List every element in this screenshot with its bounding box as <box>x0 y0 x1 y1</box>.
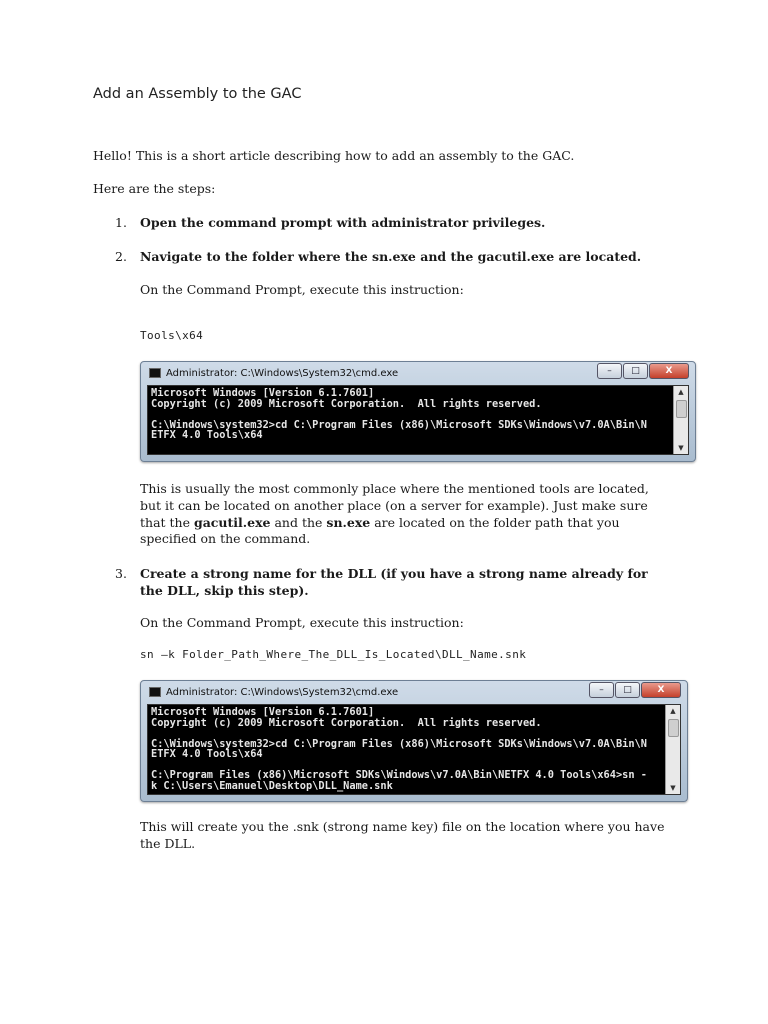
cmd-window-screenshot-2 <box>140 680 688 802</box>
cmd-titlebar <box>141 362 695 385</box>
cmd-console <box>147 704 681 795</box>
console-line <box>151 728 662 739</box>
scroll-up-icon: ▲ <box>670 707 676 715</box>
console-line: k C:\Users\Emanuel\Desktop\DLL_Name.snk <box>151 779 393 792</box>
step-3-command: sn –k Folder_Path_Where_The_DLL_Is_Located\DLL_Name.snk <box>140 648 527 661</box>
cmd-scrollbar <box>665 705 680 794</box>
scroll-thumb <box>668 719 679 737</box>
step-number: 1. <box>115 215 127 230</box>
step-text: Create a strong name for the DLL (if you have a strong name already for the DLL, skip this step). <box>140 566 648 598</box>
cmd-console <box>147 385 689 455</box>
step-text: Navigate to the folder where the sn.exe and the gacutil.exe are located. <box>140 249 642 264</box>
scroll-thumb <box>676 400 687 418</box>
minimize-icon: – <box>597 363 622 379</box>
cmd-console-output <box>148 386 688 443</box>
scroll-down-icon: ▼ <box>678 444 684 452</box>
step-3-note: This will create you the .snk (strong name key) file on the location where you have the DLL. <box>140 819 665 851</box>
note-text: and the <box>270 514 327 530</box>
step-text: Open the command prompt with administrator privileges. <box>140 215 546 230</box>
console-line: C:\Windows\system32>cd C:\Program Files (x86)\Microsoft SDKs\Windows\v7.0A\Bin\N <box>151 418 647 431</box>
cmd-window-title: Administrator: C:\Windows\System32\cmd.exe <box>166 368 399 379</box>
scroll-up-icon: ▲ <box>678 388 684 396</box>
cmd-console-output <box>148 705 680 793</box>
close-icon: X <box>641 682 681 698</box>
step-number: 3. <box>115 566 127 581</box>
steps-intro: Here are the steps: <box>93 181 216 196</box>
cmd-app-icon <box>149 368 161 378</box>
step-number: 2. <box>115 249 127 264</box>
note-bold-gacutil: gacutil.exe <box>193 514 271 530</box>
console-line <box>151 409 670 420</box>
cmd-window-screenshot-1 <box>140 361 696 462</box>
console-line: Copyright (c) 2009 Microsoft Corporation. All rights reserved. <box>151 716 542 729</box>
step-3-instruction: On the Command Prompt, execute this instruction: <box>140 615 464 630</box>
console-line: ETFX 4.0 Tools\x64 <box>151 748 263 760</box>
cmd-scrollbar <box>673 386 688 454</box>
document-title: Add an Assembly to the GAC <box>93 86 302 102</box>
console-line: ETFX 4.0 Tools\x64 <box>151 429 263 441</box>
note-text: This is usually the most commonly place where the mentioned tools are located, but it can be located on another place (on a server for example). Just make sure that the <box>140 481 649 530</box>
scroll-down-icon: ▼ <box>670 784 676 792</box>
console-line: Microsoft Windows [Version 6.1.7601] <box>151 706 375 718</box>
step-2-command: Tools\x64 <box>140 329 204 342</box>
cmd-titlebar <box>141 681 687 704</box>
console-line: Microsoft Windows [Version 6.1.7601] <box>151 387 375 399</box>
note-bold-sn: sn.exe <box>326 514 371 530</box>
console-line: C:\Windows\system32>cd C:\Program Files (x86)\Microsoft SDKs\Windows\v7.0A\Bin\N <box>151 737 647 750</box>
note-text: are located on the folder path that you specified on the command. <box>140 514 620 547</box>
minimize-icon: – <box>589 682 614 698</box>
step-2-note <box>140 481 665 548</box>
cmd-app-icon <box>149 687 161 697</box>
maximize-icon: □ <box>615 682 640 698</box>
maximize-icon: □ <box>623 363 648 379</box>
step-2-instruction: On the Command Prompt, execute this instruction: <box>140 282 464 297</box>
close-icon: X <box>649 363 689 379</box>
console-line: C:\Program Files (x86)\Microsoft SDKs\Windows\v7.0A\Bin\NETFX 4.0 Tools\x64>sn - <box>151 769 647 781</box>
console-line: Copyright (c) 2009 Microsoft Corporation. All rights reserved. <box>151 397 542 410</box>
intro-paragraph: Hello! This is a short article describing how to add an assembly to the GAC. <box>93 148 575 163</box>
cmd-window-title: Administrator: C:\Windows\System32\cmd.exe <box>166 687 399 698</box>
